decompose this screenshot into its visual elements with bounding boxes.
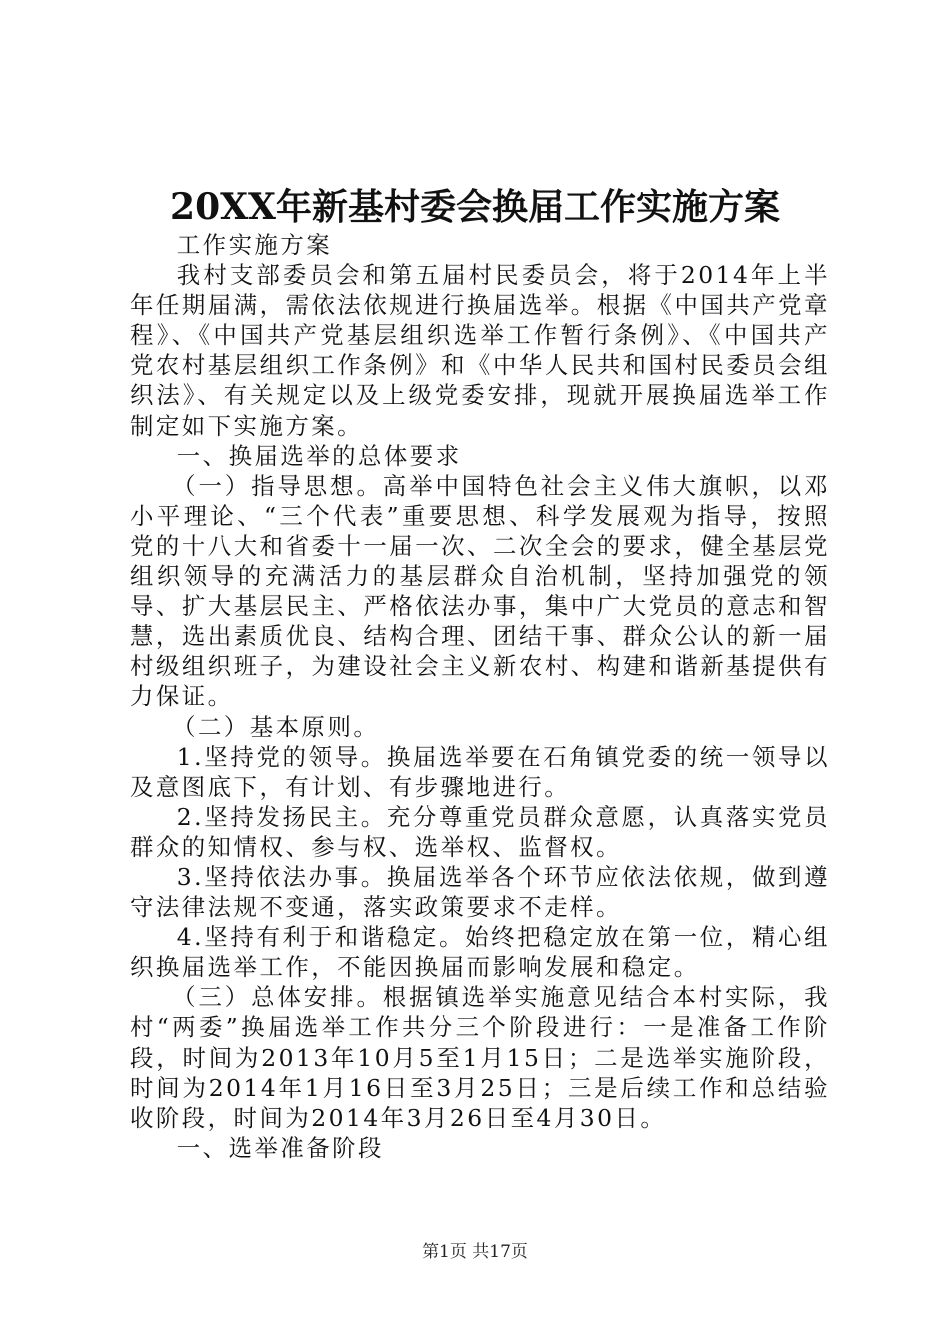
paragraph-basic-principles: （二）基本原则。 — [172, 712, 380, 741]
section-heading-1: 一、换届选举的总体要求 — [176, 441, 462, 470]
paragraph-guiding-thought: （一）指导思想。高举中国特色社会主义伟大旗帜，以邓小平理论、“三个代表”重要思想、科学发展观为指导，按照党的十八大和省委十一届一次、二次全会的要求，健全基层党组织领导的充满活力的基层群众自治机制，坚持加强党的领导、扩大基层民主、严格依法办事，集中广大党员的意志和智慧，选出素质优良、结构合理、团结干事、群众公认的新一届村级组织班子，为建设社会主义新农村、构建和谐新基提供有力保证。 — [130, 471, 830, 711]
page-footer: 第1页 共17页 — [422, 1242, 528, 1262]
paragraph-principle-3: 3.坚持依法办事。换届选举各个环节应依法依规，做到遵守法律法规不变通，落实政策要求不走样。 — [130, 862, 830, 922]
section-heading-election-prep: 一、选举准备阶段 — [176, 1133, 384, 1162]
paragraph-principle-4: 4.坚持有利于和谐稳定。始终把稳定放在第一位，精心组织换届选举工作，不能因换届而影响发展和稳定。 — [130, 923, 830, 982]
paragraph-principle-1: 1.坚持党的领导。换届选举要在石角镇党委的统一领导以及意图底下，有计划、有步骤地进行。 — [130, 742, 830, 801]
paragraph-subtitle: 工作实施方案 — [176, 231, 333, 259]
paragraph-principle-2: 2.坚持发扬民主。充分尊重党员群众意愿，认真落实党员群众的知情权、参与权、选举权、监督权。 — [130, 802, 830, 861]
paragraph-overall-arrangement: （三）总体安排。根据镇选举实施意见结合本村实际，我村“两委”换届选举工作共分三个阶段进行：一是准备工作阶段，时间为2013年10月5至1月15日；二是选举实施阶段，时间为2014年1月16日至3月25日；三是后续工作和总结验收阶段，时间为2014年3月26日至4月30日。 — [130, 983, 830, 1132]
paragraph-intro: 我村支部委员会和第五届村民委员会，将于2014年上半年任期届满，需依法依规进行换届选举。根据《中国共产党章程》、《中国共产党基层组织选举工作暂行条例》、《中国共产党农村基层组织工作条例》和《中华人民共和国村民委员会组织法》、有关规定以及上级党委安排，现就开展换届选举工作制定如下实施方案。 — [130, 261, 830, 440]
document-title: 20XX年新基村委会换届工作实施方案 — [170, 186, 780, 228]
document-body — [130, 230, 830, 1163]
